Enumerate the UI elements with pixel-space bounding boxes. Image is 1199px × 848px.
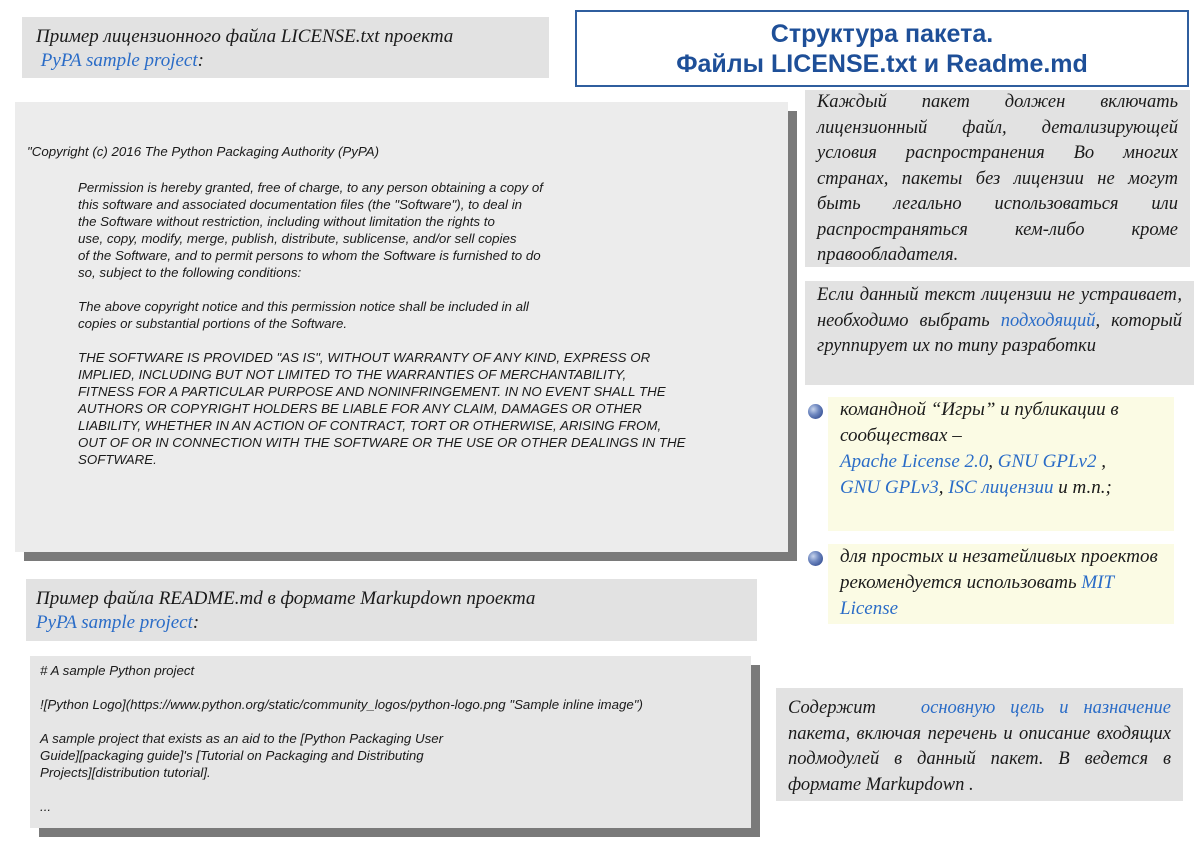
- license-permission-paragraph: Permission is hereby granted, free of charge, to any person obtaining a copy of this software and associated documentation files (the "Software"), to deal in the Software without restriction, including without limitation the rights to use, copy, modify, merge, publish, distribute, sublicense, and/or sell copies of the Software, and to permit persons to whom the Software is furnished to do so, subject to the following conditions:: [78, 180, 543, 280]
- bullet-icon: [808, 551, 823, 566]
- main-purpose-link[interactable]: основную цель и назначение: [920, 698, 1171, 718]
- mit-license-link[interactable]: MIT License: [840, 572, 1114, 619]
- license-warranty-paragraph: THE SOFTWARE IS PROVIDED "AS IS", WITHOUT WARRANTY OF ANY KIND, EXPRESS OR IMPLIED, INCLUDING BUT NOT LIMITED TO THE WARRANTIES OF MERCHANTABILITY, FITNESS FOR A PARTICULAR PURPOSE AND NONINFRINGEMENT. IN NO EVENT SHALL THE AUTHORS OR COPYRIGHT HOLDERS BE LIABLE FOR ANY CLAIM, DAMAGES OR OTHER LIABILITY, WHETHER IN AN ACTION OF CONTRACT, TORT OR OTHERWISE, ARISING FROM, OUT OF OR IN CONNECTION WITH THE SOFTWARE OR THE USE OR OTHER DEALINGS IN THE SOFTWARE.: [78, 350, 686, 467]
- readme-heading-line: # A sample Python project: [40, 663, 195, 678]
- license-caption: Пример лицензионного файла LICENSE.txt проекта PyPA sample project:: [22, 17, 549, 78]
- suitable-license-link[interactable]: подходящий: [1000, 310, 1096, 331]
- license-requirement-note: Каждый пакет должен включать лицензионный файл, детализирующей условия распространения Во многих странах, пакеты без лицензии не могут быть легально использоваться или распространяться кем-либо кроме правообладателя.: [805, 90, 1190, 267]
- license-notice-paragraph: The above copyright notice and this permission notice shall be included in all copies or substantial portions of the Software.: [78, 299, 529, 331]
- slide-title: [575, 10, 1189, 87]
- readme-ellipsis: ...: [40, 799, 52, 814]
- readme-purpose-note: Содержит основную цель и назначение пакета, включая перечень и описание входящих подмодулей в данный пакет. В ведется в формате Markupdown .: [776, 688, 1183, 801]
- isc-license-link[interactable]: ISC лицензии: [948, 477, 1054, 498]
- bullet-item-team-licenses: командной “Игры” и публикации в сообществах – Apache License 2.0, GNU GPLv2 , GNU GPLv3, ISC лицензии и т.п.;: [828, 397, 1174, 531]
- apache-license-link[interactable]: Apache License 2.0: [840, 451, 989, 472]
- license-caption-link[interactable]: PyPA sample project: [40, 50, 198, 71]
- readme-caption-link[interactable]: PyPA sample project: [36, 612, 193, 633]
- license-caption-text: Пример лицензионного файла LICENSE.txt проекта: [36, 26, 454, 47]
- gnu-gplv2-link[interactable]: GNU GPLv2: [997, 451, 1097, 472]
- license-choice-note: Если данный текст лицензии не устраивает, необходимо выбрать подходящий, который группирует их по типу разработки: [805, 281, 1194, 385]
- license-copyright-line: "Copyright (c) 2016 The Python Packaging Authority (PyPA): [27, 144, 380, 159]
- readme-description-paragraph: A sample project that exists as an aid to the [Python Packaging User Guide][packaging guide]'s [Tutorial on Packaging and Distributing Projects][distribution tutorial].: [40, 731, 444, 780]
- bullet-item-simple-projects: для простых и незатейливых проектов рекомендуется использовать MIT License: [828, 544, 1174, 624]
- readme-text-panel: [30, 656, 751, 828]
- title-line-1: Структура пакета.: [770, 20, 994, 48]
- readme-image-line: ![Python Logo](https://www.python.org/static/community_logos/python-logo.png "Sample inline image"): [40, 697, 643, 712]
- readme-caption: Пример файла README.md в формате Markupdown проекта PyPA sample project:: [26, 579, 757, 641]
- license-body: [78, 179, 778, 485]
- readme-caption-text: Пример файла README.md в формате Markupdown проекта: [36, 588, 536, 609]
- bullet-icon: [808, 404, 823, 419]
- gnu-gplv3-link[interactable]: GNU GPLv3: [840, 477, 939, 498]
- license-text-panel: [15, 102, 788, 552]
- title-line-2: Файлы LICENSE.txt и Readme.md: [676, 50, 1088, 78]
